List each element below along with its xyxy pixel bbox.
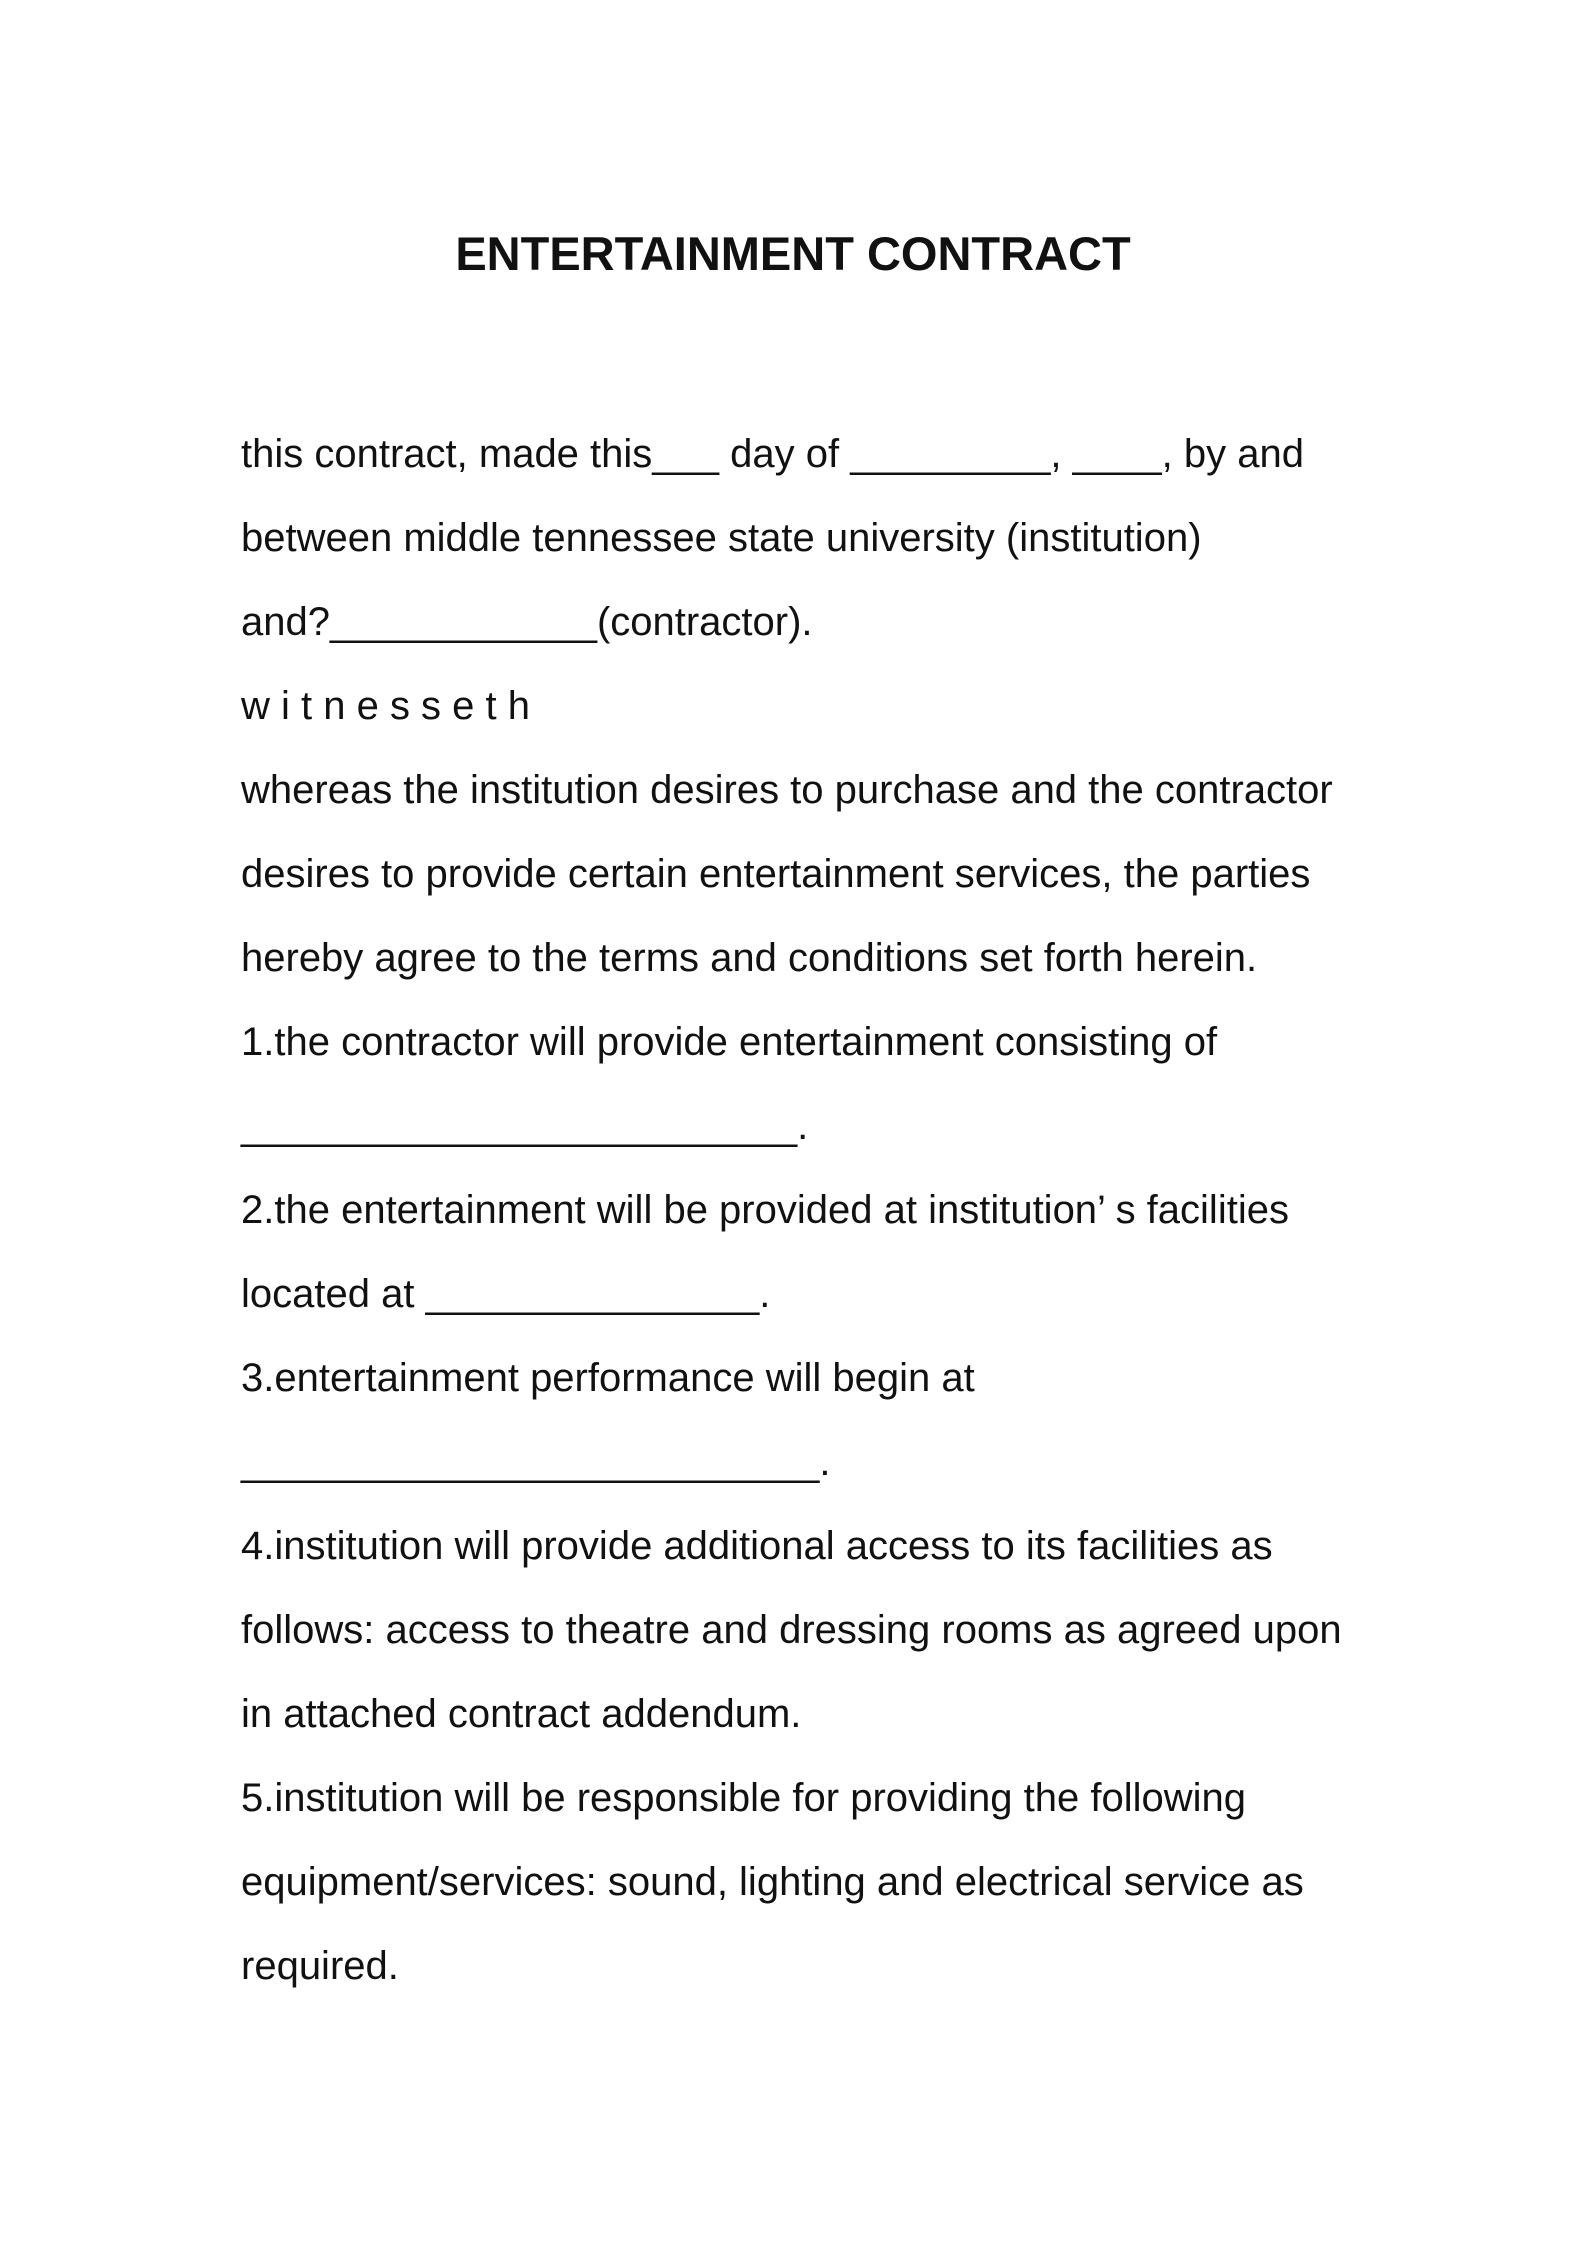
clause-3: 3.entertainment performance will begin at xyxy=(241,1356,975,1400)
body-line: whereas the institution desires to purchase and the contractor xyxy=(241,768,1333,812)
body-line: between middle tennessee state university (institution) xyxy=(241,516,1202,560)
body-line: and?____________(contractor). xyxy=(241,600,813,644)
body-line: this contract, made this___ day of _________, ____, by and xyxy=(241,432,1304,476)
clause-5-cont: required. xyxy=(241,1944,399,1988)
clause-5: 5.institution will be responsible for providing the following xyxy=(241,1776,1246,1820)
clause-5-cont: equipment/services: sound, lighting and electrical service as xyxy=(241,1860,1304,1904)
body-line: hereby agree to the terms and conditions set forth herein. xyxy=(241,936,1258,980)
body-line: desires to provide certain entertainment services, the parties xyxy=(241,852,1311,896)
clause-4-cont: in attached contract addendum. xyxy=(241,1692,802,1736)
clause-2-location: located at _______________. xyxy=(241,1272,771,1316)
document-title: ENTERTAINMENT CONTRACT xyxy=(455,227,1131,280)
clause-2: 2.the entertainment will be provided at institution’ s facilities xyxy=(241,1188,1289,1232)
document-body xyxy=(241,412,1401,2008)
clause-1: 1.the contractor will provide entertainment consisting of xyxy=(241,1020,1218,1064)
witnesseth-heading: w i t n e s s e t h xyxy=(241,684,531,728)
clause-1-blank: _________________________. xyxy=(241,1104,809,1148)
clause-3-blank: __________________________. xyxy=(241,1440,831,1484)
clause-4: 4.institution will provide additional access to its facilities as xyxy=(241,1524,1273,1568)
clause-4-cont: follows: access to theatre and dressing rooms as agreed upon xyxy=(241,1608,1342,1652)
